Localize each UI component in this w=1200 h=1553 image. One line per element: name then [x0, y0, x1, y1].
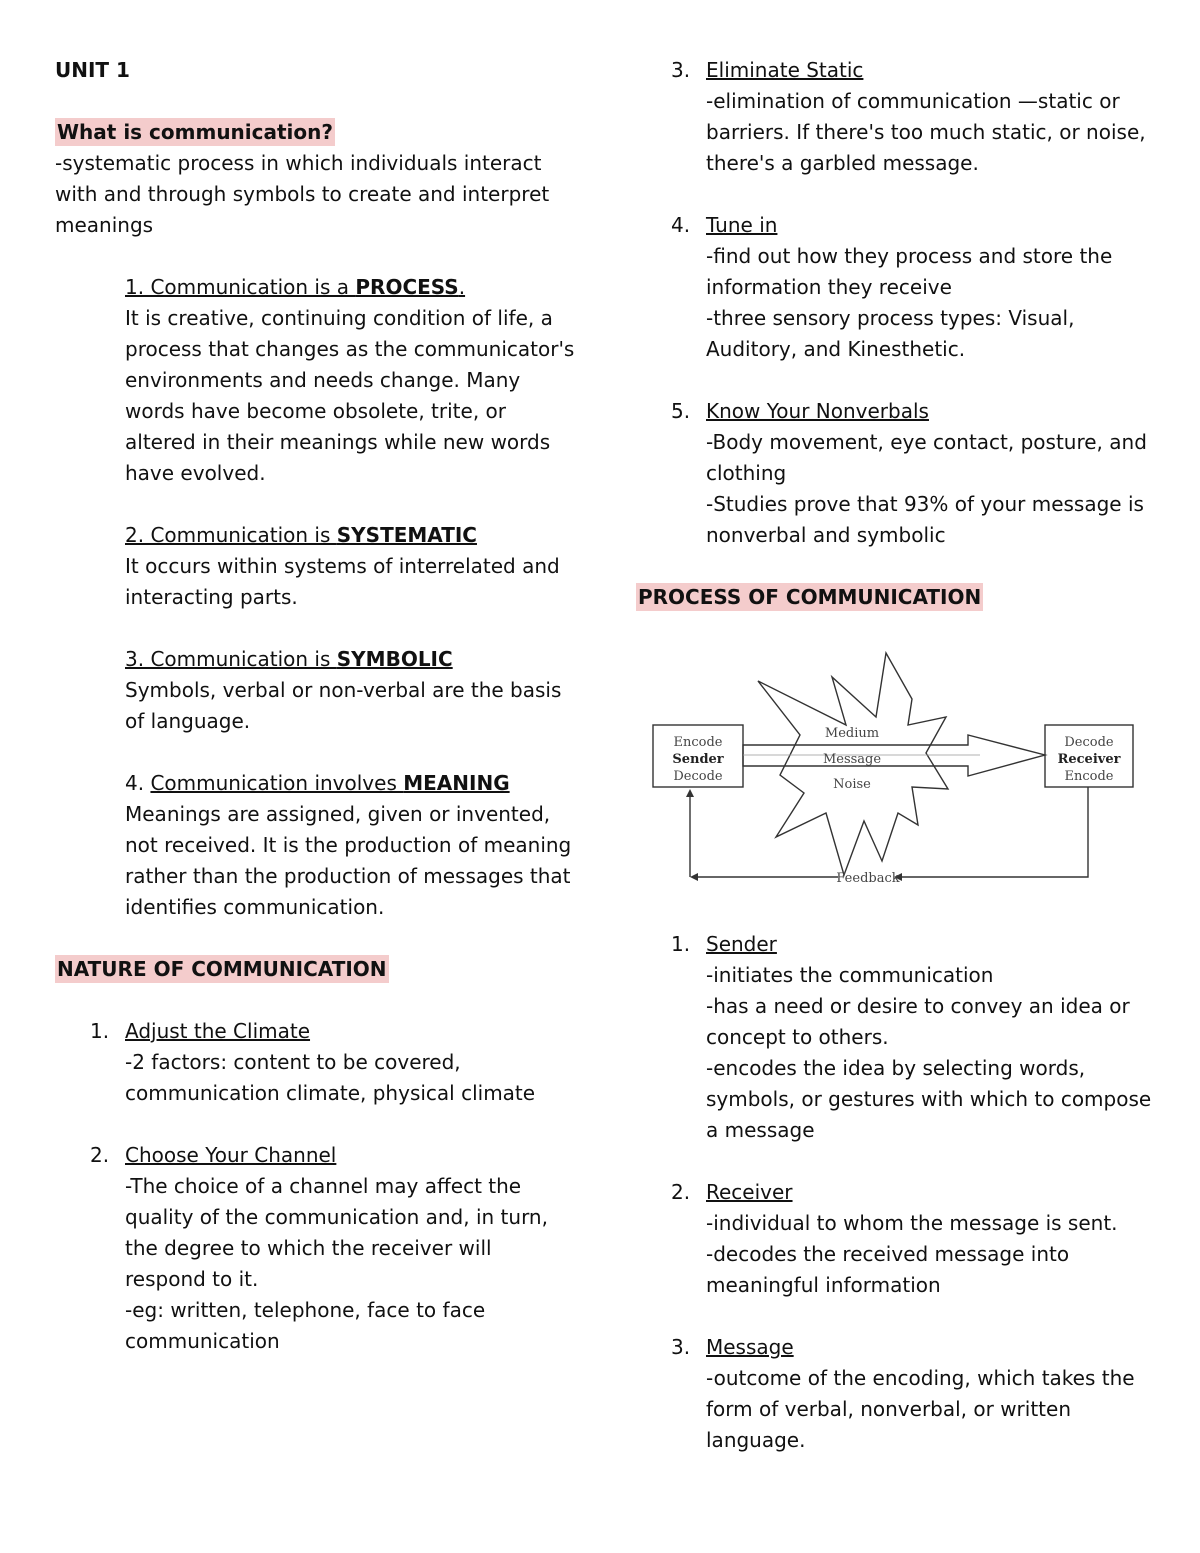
feedback-label: Feedback: [836, 871, 900, 886]
item-title: Know Your Nonverbals: [706, 399, 929, 423]
communication-process-diagram: [650, 647, 1136, 893]
item-title: Choose Your Channel: [125, 1143, 337, 1167]
item-line: -2 factors: content to be covered, communication climate, physical climate: [125, 1050, 536, 1105]
item-line: -elimination of communication —static or barriers. If there's too much static, or noise, there's a garbled message.: [706, 89, 1146, 175]
feature-4: [125, 768, 575, 923]
list-item: 3. Message -outcome of the encoding, which takes the form of verbal, nonverbal, or written language.: [636, 1332, 1156, 1456]
item-line: -individual to whom the message is sent.: [706, 1211, 1118, 1235]
medium-label: Medium: [824, 726, 880, 741]
feedback-arrowhead-2: [686, 789, 694, 797]
feature-3: [125, 644, 575, 737]
list-item: 2. Choose Your Channel -The choice of a channel may affect the quality of the communication and, in turn, the degree to which the receiver will respond to it. -eg: written, telephone, face to face communication: [55, 1140, 575, 1357]
item-line: -three sensory process types: Visual, Auditory, and Kinesthetic.: [706, 306, 1075, 361]
unit-title: UNIT 1: [55, 58, 130, 82]
what-heading: What is communication?: [57, 120, 333, 144]
feedback-arrowhead-3: [690, 873, 698, 881]
feature-heading: 2. Communication is SYSTEMATIC: [125, 523, 477, 547]
list-item: 4. Tune in -find out how they process and store the information they receive -three sensory process types: Visual, Auditory, and Kinesthetic.: [636, 210, 1156, 365]
item-line: -decodes the received message into meaningful information: [706, 1242, 1070, 1297]
item-title: Receiver: [706, 1180, 793, 1204]
noise-label: Noise: [833, 777, 871, 792]
feature-heading: 3. Communication is SYMBOLIC: [125, 647, 453, 671]
item-line: -Body movement, eye contact, posture, and clothing: [706, 430, 1147, 485]
feature-body: It occurs within systems of interrelated and interacting parts.: [125, 554, 560, 609]
list-item: 5. Know Your Nonverbals -Body movement, eye contact, posture, and clothing -Studies prove that 93% of your message is nonverbal and symbolic: [636, 396, 1156, 551]
list-item: 3. Eliminate Static -elimination of communication —static or barriers. If there's too much static, or noise, there's a garbled message.: [636, 55, 1156, 179]
list-item: 1. Sender -initiates the communication -has a need or desire to convey an idea or concept to others. -encodes the idea by selecting words, symbols, or gestures with which to compose a message: [636, 929, 1156, 1146]
receiver-encode: Encode: [1064, 769, 1114, 784]
item-title: Eliminate Static: [706, 58, 864, 82]
feature-heading: 1. Communication is a PROCESS.: [125, 275, 466, 299]
item-title: Tune in: [706, 213, 778, 237]
feature-body: Symbols, verbal or non-verbal are the basis of language.: [125, 678, 562, 733]
process-heading: PROCESS OF COMMUNICATION: [638, 585, 982, 609]
message-label: Message: [822, 752, 882, 767]
receiver-decode: Decode: [1064, 735, 1114, 750]
item-line: -Studies prove that 93% of your message is nonverbal and symbolic: [706, 492, 1144, 547]
nature-list: [55, 1016, 575, 1357]
item-line: -encodes the idea by selecting words, symbols, or gestures with which to compose a message: [706, 1056, 1152, 1142]
sender-encode: Encode: [673, 735, 723, 750]
item-line: -find out how they process and store the information they receive: [706, 244, 1113, 299]
feature-1: [125, 272, 575, 489]
left-column: [55, 55, 575, 1357]
feature-heading: 4. Communication involves MEANING: [125, 771, 510, 795]
list-item: 1. Adjust the Climate -2 factors: content to be covered, communication climate, physical climate: [55, 1016, 575, 1109]
right-column: [636, 55, 1156, 1456]
item-line: -eg: written, telephone, face to face communication: [125, 1298, 486, 1353]
receiver-label: Receiver: [1057, 752, 1121, 767]
nature-heading: NATURE OF COMMUNICATION: [57, 957, 387, 981]
process-list: [636, 929, 1156, 1456]
feature-body: Meanings are assigned, given or invented, not received. It is the production of meaning rather than the production of messages that identifies communication.: [125, 802, 572, 919]
sender-decode: Decode: [673, 769, 723, 784]
item-title: Sender: [706, 932, 777, 956]
item-line: -initiates the communication: [706, 963, 994, 987]
item-line: -has a need or desire to convey an idea or concept to others.: [706, 994, 1130, 1049]
list-item: 2. Receiver -individual to whom the message is sent. -decodes the received message into meaningful information: [636, 1177, 1156, 1301]
sender-label: Sender: [672, 752, 724, 767]
definition: -systematic process in which individuals interact with and through symbols to create and interpret meanings: [55, 151, 550, 237]
nature-list-continued: [636, 55, 1156, 551]
item-title: Adjust the Climate: [125, 1019, 311, 1043]
feature-body: It is creative, continuing condition of life, a process that changes as the communicator's environments and needs change. Many words have become obsolete, trite, or altered in their meanings while new words have evolved.: [125, 306, 575, 485]
feature-2: [125, 520, 575, 613]
item-title: Message: [706, 1335, 794, 1359]
feedback-line: [902, 787, 1088, 877]
item-line: -The choice of a channel may affect the quality of the communication and, in turn, the degree to which the receiver will respond to it.: [125, 1174, 548, 1291]
item-line: -outcome of the encoding, which takes the form of verbal, nonverbal, or written language.: [706, 1366, 1135, 1452]
